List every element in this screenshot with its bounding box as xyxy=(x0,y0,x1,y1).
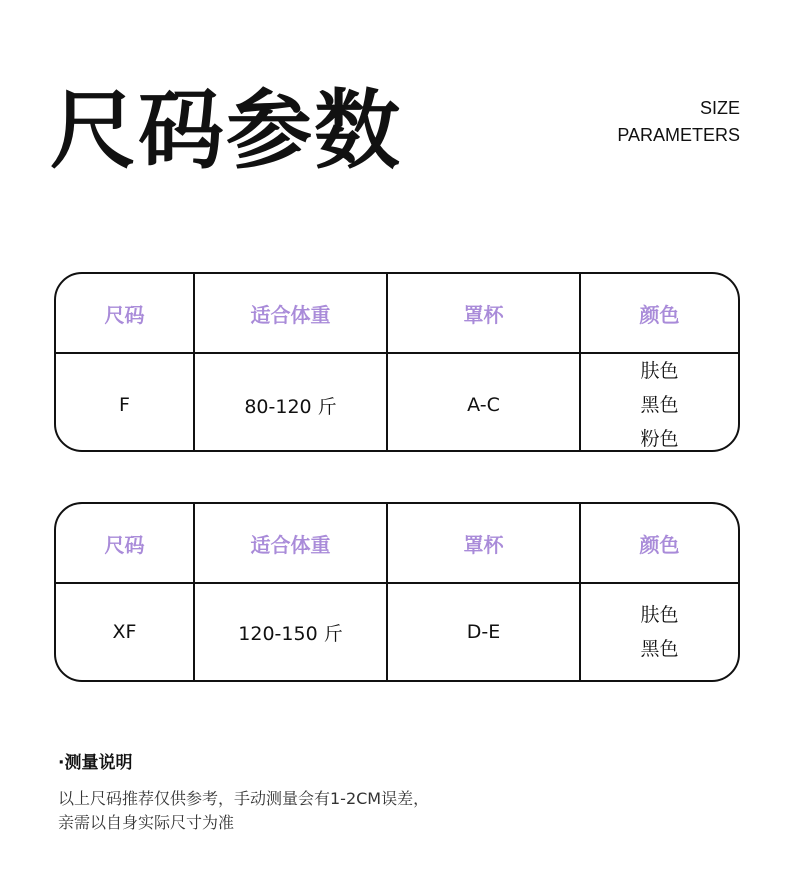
size-table-f xyxy=(54,272,740,452)
notes-line-1: 以上尺码推荐仅供参考，手动测量会有1-2CM误差， xyxy=(58,789,430,808)
color-item: 黑色 xyxy=(640,394,679,416)
header-cup: 罩杯 xyxy=(388,274,581,354)
notes-title: ·测量说明 xyxy=(58,753,133,773)
cell-cup: D-E xyxy=(388,584,581,680)
cell-colors xyxy=(581,354,738,452)
header-size: 尺码 xyxy=(56,504,195,584)
cell-colors xyxy=(581,584,738,680)
size-table-xf xyxy=(54,502,740,682)
color-item: 肤色 xyxy=(640,360,679,382)
color-item: 粉色 xyxy=(640,428,679,450)
cell-size: F xyxy=(56,354,195,452)
header-cup: 罩杯 xyxy=(388,504,581,584)
subtitle-line-parameters: PARAMETERS xyxy=(617,125,740,145)
header-weight: 适合体重 xyxy=(195,504,388,584)
measurement-notes xyxy=(58,748,429,835)
header-color: 颜色 xyxy=(581,274,738,354)
subtitle-line-size: SIZE xyxy=(699,98,740,118)
color-item: 肤色 xyxy=(640,604,679,626)
cell-weight: 120-150 斤 xyxy=(195,584,388,680)
header-weight: 适合体重 xyxy=(195,274,388,354)
cell-cup: A-C xyxy=(388,354,581,452)
page-subtitle xyxy=(617,95,740,149)
color-item: 黑色 xyxy=(640,638,679,660)
cell-weight: 80-120 斤 xyxy=(195,354,388,452)
notes-line-2: 亲需以自身实际尺寸为准 xyxy=(58,813,235,832)
cell-size: XF xyxy=(56,584,195,680)
header-color: 颜色 xyxy=(581,504,738,584)
header-size: 尺码 xyxy=(56,274,195,354)
page-title: 尺码参数 xyxy=(50,81,402,181)
